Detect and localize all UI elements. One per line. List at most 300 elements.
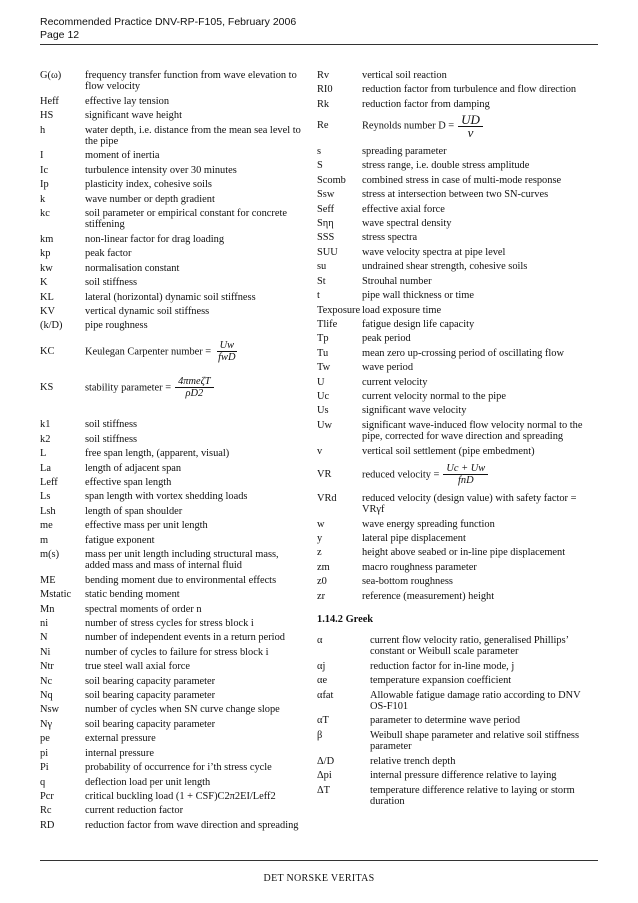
symbol-definition <box>362 114 598 138</box>
nomenclature-row <box>40 506 303 517</box>
symbol: pe <box>40 733 50 745</box>
symbol: αfat <box>317 689 334 701</box>
definition-text: stability parameter = <box>85 381 172 393</box>
definition-text: deflection load per unit length <box>85 776 211 788</box>
symbol-definition <box>362 533 598 544</box>
symbol: RI0 <box>317 84 333 96</box>
definition-text: mean zero up-crossing period of oscillating flow <box>362 347 564 359</box>
symbol-definition <box>85 719 303 730</box>
definition-text: stress range, i.e. double stress amplitude <box>362 160 530 172</box>
symbol: U <box>317 376 325 388</box>
definition-text: length of span shoulder <box>85 505 183 517</box>
symbol: VR <box>317 469 332 481</box>
symbol: KV <box>40 305 56 317</box>
symbol: KS <box>40 381 54 393</box>
nomenclature-row <box>40 733 303 744</box>
nomenclature-row <box>317 661 598 672</box>
nomenclature-row <box>317 576 598 587</box>
symbol: Rv <box>317 70 330 81</box>
nomenclature-row <box>317 247 598 258</box>
definition-text: fatigue exponent <box>85 534 155 546</box>
nomenclature-row <box>40 376 303 400</box>
symbol-definition <box>85 96 303 107</box>
definition-text: normalisation constant <box>85 262 180 274</box>
definition-text: number of stress cycles for stress block i <box>85 618 254 630</box>
nomenclature-row <box>317 99 598 110</box>
symbol-definition <box>362 391 598 402</box>
symbol: Uc <box>317 390 330 402</box>
symbol-definition <box>362 290 598 301</box>
nomenclature-row <box>40 110 303 121</box>
definition-text: soil bearing capacity parameter <box>85 675 216 687</box>
footer-rule <box>40 860 598 861</box>
symbol: ME <box>40 574 56 586</box>
nomenclature-row <box>317 84 598 95</box>
symbol-definition <box>370 690 598 713</box>
fraction-denominator: ν <box>467 124 474 140</box>
symbol: Re <box>317 120 329 132</box>
definition-text: reduction factor from turbulence and flow direction <box>362 84 577 96</box>
nomenclature-row <box>317 276 598 287</box>
definition-text: non-linear factor for drag loading <box>85 233 225 245</box>
definition-text: length of adjacent span <box>85 462 182 474</box>
nomenclature-row <box>317 70 598 81</box>
definition-text: wave period <box>362 362 414 374</box>
nomenclature-row <box>40 549 303 572</box>
symbol: Lsh <box>40 505 56 517</box>
nomenclature-row <box>40 292 303 303</box>
symbol: k1 <box>40 419 51 431</box>
fraction-numerator: UD <box>458 114 483 126</box>
symbol: SSS <box>317 232 335 244</box>
nomenclature-row <box>40 448 303 459</box>
symbol-definition <box>85 448 303 459</box>
symbol-definition <box>85 506 303 517</box>
symbol-definition <box>85 535 303 546</box>
nomenclature-row <box>317 377 598 388</box>
nomenclature-row <box>40 690 303 701</box>
symbol-definition <box>362 405 598 416</box>
symbol-definition <box>85 320 303 331</box>
nomenclature-row <box>317 547 598 558</box>
symbol: t <box>317 290 320 302</box>
definition-text: Weibull shape parameter and relative soil stiffness parameter <box>370 729 580 753</box>
symbol-definition <box>85 110 303 121</box>
symbol-definition <box>362 276 598 287</box>
definition-text: Reynolds number D = <box>362 120 455 132</box>
symbol: k <box>40 193 46 205</box>
symbol: Rc <box>40 805 52 817</box>
symbol-definition <box>85 263 303 274</box>
definition-text: spectral moments of order n <box>85 603 202 615</box>
nomenclature-row <box>40 194 303 205</box>
definition-text: vertical dynamic soil stiffness <box>85 305 210 317</box>
symbol: Pi <box>40 762 49 774</box>
nomenclature-row <box>317 333 598 344</box>
definition-text: current velocity <box>362 376 428 388</box>
symbol-definition <box>362 305 598 316</box>
definition-text: load exposure time <box>362 304 442 316</box>
definition-text: Keulegan Carpenter number = <box>85 346 212 358</box>
symbol-definition <box>85 791 303 802</box>
symbol-definition <box>362 84 598 95</box>
definition-text: true steel wall axial force <box>85 661 191 673</box>
page-footer: DET NORSKE VERITAS <box>263 873 375 884</box>
nomenclature-row <box>317 591 598 602</box>
definition-text: effective lay tension <box>85 95 170 107</box>
nomenclature-row <box>40 589 303 600</box>
symbol-definition <box>362 463 598 487</box>
symbol: s <box>317 146 322 158</box>
nomenclature-row <box>40 419 303 430</box>
nomenclature-row <box>40 791 303 802</box>
definition-text: peak factor <box>85 248 132 260</box>
definition-text: spreading parameter <box>362 146 447 158</box>
symbol: Ip <box>40 179 49 191</box>
nomenclature-row <box>40 719 303 730</box>
definition-text: lateral (horizontal) dynamic soil stiffness <box>85 291 256 303</box>
definition-text: reduction factor from wave direction and spreading <box>85 819 299 831</box>
symbol: y <box>317 533 323 544</box>
nomenclature-row <box>317 533 598 544</box>
definition-text: soil parameter or empirical constant for concrete stiffening <box>85 208 287 231</box>
symbol: Nq <box>40 690 53 702</box>
symbol-definition <box>362 562 598 573</box>
symbol-definition <box>85 661 303 672</box>
header-title: Recommended Practice DNV-RP-F105, February 2006 <box>40 16 297 28</box>
right-symbol-column <box>317 70 598 810</box>
symbol-definition <box>85 292 303 303</box>
symbol-definition <box>370 756 598 767</box>
symbol-definition <box>362 348 598 359</box>
symbol: Ntr <box>40 661 54 673</box>
definition-text: effective mass per unit length <box>85 520 208 532</box>
symbol: Us <box>317 405 329 417</box>
nomenclature-row <box>40 70 303 93</box>
symbol: zm <box>317 561 330 573</box>
symbol: Nγ <box>40 718 53 730</box>
symbol: Texposure <box>317 304 361 316</box>
definition-text: temperature difference relative to laying or storm duration <box>370 784 575 807</box>
symbol-definition <box>85 248 303 259</box>
symbol-definition <box>85 748 303 759</box>
definition-text: combined stress in case of multi-mode response <box>362 174 562 186</box>
definition-text: wave energy spreading function <box>362 518 495 530</box>
symbol: KC <box>40 345 55 357</box>
symbol-definition <box>85 632 303 643</box>
header-rule <box>40 44 598 45</box>
symbol-definition <box>85 277 303 288</box>
symbol: w <box>317 518 325 530</box>
symbol: αT <box>317 715 329 727</box>
symbol-definition <box>370 661 598 672</box>
definition-text: relative trench depth <box>370 755 456 767</box>
symbol-definition <box>85 777 303 788</box>
symbol: ΔT <box>317 784 331 796</box>
symbol: Tw <box>317 362 331 374</box>
symbol-definition <box>85 434 303 445</box>
symbol-definition <box>85 125 303 148</box>
symbol-definition <box>370 785 598 808</box>
symbol: Δ/D <box>317 755 335 767</box>
symbol: RD <box>40 819 55 831</box>
definition-text: stress spectra <box>362 232 418 244</box>
nomenclature-row <box>317 519 598 530</box>
symbol-definition <box>85 647 303 658</box>
nomenclature-row <box>317 715 598 726</box>
nomenclature-row <box>40 165 303 176</box>
symbol: kc <box>40 208 50 220</box>
definition-text: probability of occurrence for i’th stress cycle <box>85 762 272 774</box>
symbol: Scomb <box>317 174 346 186</box>
symbol-definition <box>85 340 303 364</box>
symbol-definition <box>85 520 303 531</box>
symbol: Ni <box>40 646 51 658</box>
definition-text: Allowable fatigue damage ratio according to DNV OS-F101 <box>370 689 581 713</box>
symbol: αe <box>317 675 328 687</box>
definition-text: soil stiffness <box>85 419 138 431</box>
definition-text: macro roughness parameter <box>362 561 477 573</box>
nomenclature-row <box>40 234 303 245</box>
nomenclature-row <box>317 218 598 229</box>
symbol-definition <box>85 704 303 715</box>
symbol: pi <box>40 747 49 759</box>
symbol: Mn <box>40 603 55 615</box>
symbol-definition <box>362 519 598 530</box>
definition-text: lateral pipe displacement <box>362 533 466 544</box>
symbol-definition <box>362 591 598 602</box>
nomenclature-row <box>40 632 303 643</box>
nomenclature-row <box>40 604 303 615</box>
symbol-definition <box>362 189 598 200</box>
symbol-definition <box>85 618 303 629</box>
symbol: su <box>317 261 327 273</box>
symbol: Tp <box>317 333 329 345</box>
definition-text: soil stiffness <box>85 433 138 445</box>
definition-text: reduced velocity (design value) with safety factor = VRγf <box>362 492 577 516</box>
definition-text: critical buckling load (1 + CSF)C2π2EI/Leff2 <box>85 790 276 802</box>
definition-text: soil bearing capacity parameter <box>85 718 216 730</box>
symbol-definition <box>362 420 598 443</box>
definition-text: significant wave height <box>85 110 182 122</box>
nomenclature-row <box>317 405 598 416</box>
formula-fraction <box>443 463 488 487</box>
symbol-definition <box>85 676 303 687</box>
symbol: I <box>40 150 44 162</box>
symbol: K <box>40 277 48 289</box>
nomenclature-row <box>40 805 303 816</box>
nomenclature-row <box>40 748 303 759</box>
definition-text: external pressure <box>85 733 156 745</box>
symbol: Nsw <box>40 704 60 716</box>
symbol: β <box>317 729 323 741</box>
symbol: α <box>317 635 323 647</box>
symbol: z <box>317 547 322 559</box>
definition-text: span length with vortex shedding loads <box>85 491 248 503</box>
symbol-definition <box>85 589 303 600</box>
definition-text: parameter to determine wave period <box>370 715 521 727</box>
nomenclature-row <box>317 675 598 686</box>
symbol: VRd <box>317 492 337 504</box>
symbol: z0 <box>317 576 327 588</box>
definition-text: sea-bottom roughness <box>362 576 453 588</box>
symbol-definition <box>362 218 598 229</box>
definition-text: vertical soil settlement (pipe embedment) <box>362 445 535 457</box>
definition-text: number of independent events in a return period <box>85 632 285 644</box>
symbol-definition <box>85 491 303 502</box>
definition-text: number of cycles when SN curve change slope <box>85 704 280 716</box>
symbol: Nc <box>40 675 53 687</box>
symbol-definition <box>85 419 303 430</box>
symbol-definition <box>85 762 303 773</box>
symbol-definition <box>85 165 303 176</box>
nomenclature-row <box>40 179 303 190</box>
fraction-numerator: 4πmeζT <box>175 376 214 388</box>
nomenclature-row <box>40 150 303 161</box>
symbol: kp <box>40 248 51 260</box>
nomenclature-row <box>40 647 303 658</box>
symbol-definition <box>362 99 598 110</box>
symbol-definition <box>85 733 303 744</box>
symbol: G(ω) <box>40 70 62 81</box>
symbol: Pcr <box>40 790 54 802</box>
formula-fraction <box>215 340 238 364</box>
definition-text: current velocity normal to the pipe <box>362 390 506 402</box>
definition-text: stress at intersection between two SN-curves <box>362 189 549 201</box>
nomenclature-row <box>40 491 303 502</box>
symbol-definition <box>85 194 303 205</box>
nomenclature-row <box>40 434 303 445</box>
symbol: La <box>40 462 51 474</box>
nomenclature-row <box>40 535 303 546</box>
fraction-denominator: fnD <box>458 475 474 487</box>
fraction-denominator: ρD2 <box>185 387 204 399</box>
symbol: kw <box>40 262 53 274</box>
definition-text: mass per unit length including structural mass, added mass and mass of internal fluid <box>85 549 279 572</box>
symbol: Rk <box>317 98 330 110</box>
symbol: St <box>317 275 326 287</box>
symbol: Ic <box>40 164 49 176</box>
symbol-definition <box>362 446 598 457</box>
left-symbol-column <box>40 70 303 834</box>
fraction-denominator: fwD <box>218 352 236 364</box>
symbol: Sηη <box>317 218 334 230</box>
greek-section-title: 1.14.2 Greek <box>317 614 374 626</box>
symbol: Leff <box>40 476 58 488</box>
nomenclature-row <box>317 261 598 272</box>
definition-text: fatigue design life capacity <box>362 318 475 330</box>
fraction-numerator: Uc + Uw <box>443 463 488 475</box>
symbol-definition <box>362 377 598 388</box>
symbol: k2 <box>40 433 51 445</box>
definition-text: soil bearing capacity parameter <box>85 690 216 702</box>
nomenclature-row <box>317 420 598 443</box>
nomenclature-row <box>317 463 598 487</box>
nomenclature-row <box>40 306 303 317</box>
definition-text: free span length, (apparent, visual) <box>85 448 230 460</box>
symbol: (k/D) <box>40 320 63 332</box>
nomenclature-row <box>317 391 598 402</box>
definition-text: bending moment due to environmental effects <box>85 574 277 586</box>
symbol-definition <box>362 232 598 243</box>
symbol: S <box>317 160 323 172</box>
nomenclature-row <box>317 189 598 200</box>
symbol-definition <box>85 820 303 831</box>
symbol: Heff <box>40 95 59 107</box>
symbol: L <box>40 448 47 460</box>
symbol: ni <box>40 618 49 630</box>
nomenclature-row <box>317 232 598 243</box>
symbol: m <box>40 534 49 546</box>
nomenclature-row <box>40 263 303 274</box>
nomenclature-row <box>317 114 598 138</box>
nomenclature-row <box>40 704 303 715</box>
nomenclature-row <box>40 661 303 672</box>
nomenclature-row <box>40 820 303 831</box>
nomenclature-row <box>40 777 303 788</box>
nomenclature-row <box>317 690 598 713</box>
nomenclature-row <box>317 305 598 316</box>
nomenclature-row <box>40 277 303 288</box>
definition-text: temperature expansion coefficient <box>370 675 512 687</box>
symbol-definition <box>362 160 598 171</box>
symbol-definition <box>362 247 598 258</box>
nomenclature-row <box>317 493 598 516</box>
symbol-definition <box>85 70 303 93</box>
header-page-number: Page 12 <box>40 29 80 41</box>
symbol-definition <box>362 547 598 558</box>
symbol: Tu <box>317 347 329 359</box>
nomenclature-row <box>40 248 303 259</box>
definition-text: effective axial force <box>362 203 445 215</box>
symbol: KL <box>40 291 54 303</box>
definition-text: pipe roughness <box>85 320 148 332</box>
definition-text: pipe wall thickness or time <box>362 290 474 302</box>
symbol-definition <box>370 675 598 686</box>
page-header <box>40 16 296 42</box>
symbol: m(s) <box>40 549 60 560</box>
nomenclature-row <box>40 762 303 773</box>
symbol-definition <box>362 261 598 272</box>
definition-text: reduction factor from damping <box>362 98 490 110</box>
symbol: SUU <box>317 246 338 258</box>
symbol-definition <box>362 204 598 215</box>
nomenclature-row <box>317 204 598 215</box>
definition-text: effective span length <box>85 476 172 488</box>
symbol: αj <box>317 660 326 672</box>
definition-text: significant wave velocity <box>362 405 467 417</box>
nomenclature-row <box>40 96 303 107</box>
definition-text: number of cycles to failure for stress block i <box>85 646 269 658</box>
symbol-definition <box>362 362 598 373</box>
symbol: N <box>40 632 48 644</box>
symbol-definition <box>85 306 303 317</box>
definition-text: reduction factor for in-line mode, j <box>370 660 515 672</box>
symbol-definition <box>85 549 303 572</box>
symbol: Seff <box>317 203 335 215</box>
symbol: Δpi <box>317 770 332 782</box>
symbol: km <box>40 233 54 245</box>
nomenclature-row <box>317 756 598 767</box>
definition-text: peak period <box>362 333 411 345</box>
symbol-definition <box>370 730 598 753</box>
definition-text: vertical soil reaction <box>362 70 447 81</box>
nomenclature-row <box>317 348 598 359</box>
symbol: v <box>317 445 323 457</box>
definition-text: water depth, i.e. distance from the mean sea level to the pipe <box>85 124 301 148</box>
symbol-definition <box>85 150 303 161</box>
definition-text: internal pressure <box>85 747 154 759</box>
